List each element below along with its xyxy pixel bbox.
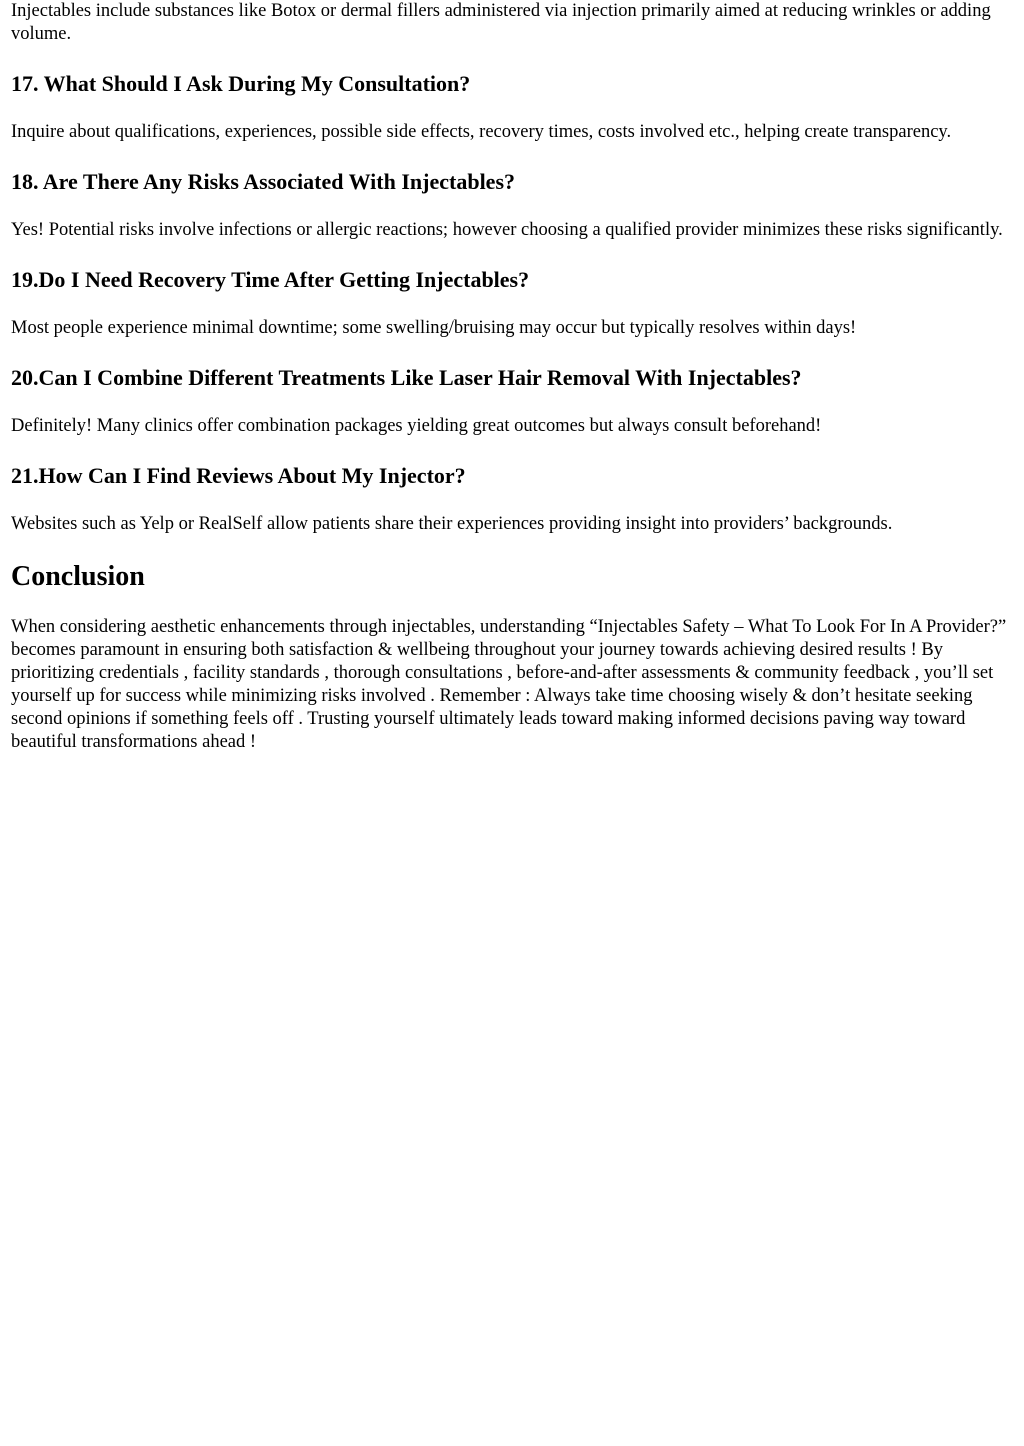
conclusion-heading: Conclusion xyxy=(11,561,145,592)
faq-question: 20.Can I Combine Different Treatments Like Laser Hair Removal With Injectables? xyxy=(11,365,802,390)
faq-answer: Inquire about qualifications, experiences, possible side effects, recovery times, costs involved etc., helping create transparency. xyxy=(11,122,952,142)
faq-question: 18. Are There Any Risks Associated With Injectables? xyxy=(11,169,516,194)
faq-item-17 xyxy=(11,71,1013,144)
faq-answer: Definitely! Many clinics offer combination packages yielding great outcomes but always consult beforehand! xyxy=(11,416,822,436)
faq-question: 21.How Can I Find Reviews About My Injector? xyxy=(11,463,466,488)
faq-answer: Yes! Potential risks involve infections or allergic reactions; however choosing a qualified provider minimizes these risks significantly. xyxy=(11,220,1003,240)
faq-item-18 xyxy=(11,169,1013,242)
faq-answer: Most people experience minimal downtime; some swelling/bruising may occur but typically resolves within days! xyxy=(11,318,857,338)
faq-question: 17. What Should I Ask During My Consultation? xyxy=(11,71,471,96)
intro-paragraph: Injectables include substances like Botox or dermal fillers administered via injection primarily aimed at reducing wrinkles or adding volume. xyxy=(11,1,991,44)
conclusion-paragraph: When considering aesthetic enhancements through injectables, understanding “Injectables Safety – What To Look For In A Provider?” becomes paramount in ensuring both satisfaction & wellbeing throughout your journey towards achieving desired results ! By prioritizing credentials , facility standards , thorough consultations , before-and-after assessments & community feedback , you’ll set yourself up for success while minimizing risks involved . Remember : Always take time choosing wisely & don’t hesitate seeking second opinions if something feels off . Trusting yourself ultimately leads toward making informed decisions paving way toward beautiful transformations ahead ! xyxy=(11,617,1007,752)
faq-item-19 xyxy=(11,267,1013,340)
faq-question: 19.Do I Need Recovery Time After Getting Injectables? xyxy=(11,267,530,292)
faq-answer: Websites such as Yelp or RealSelf allow patients share their experiences providing insight into providers’ backgrounds. xyxy=(11,514,893,534)
faq-item-20 xyxy=(11,365,1013,438)
faq-item-21 xyxy=(11,463,1013,536)
